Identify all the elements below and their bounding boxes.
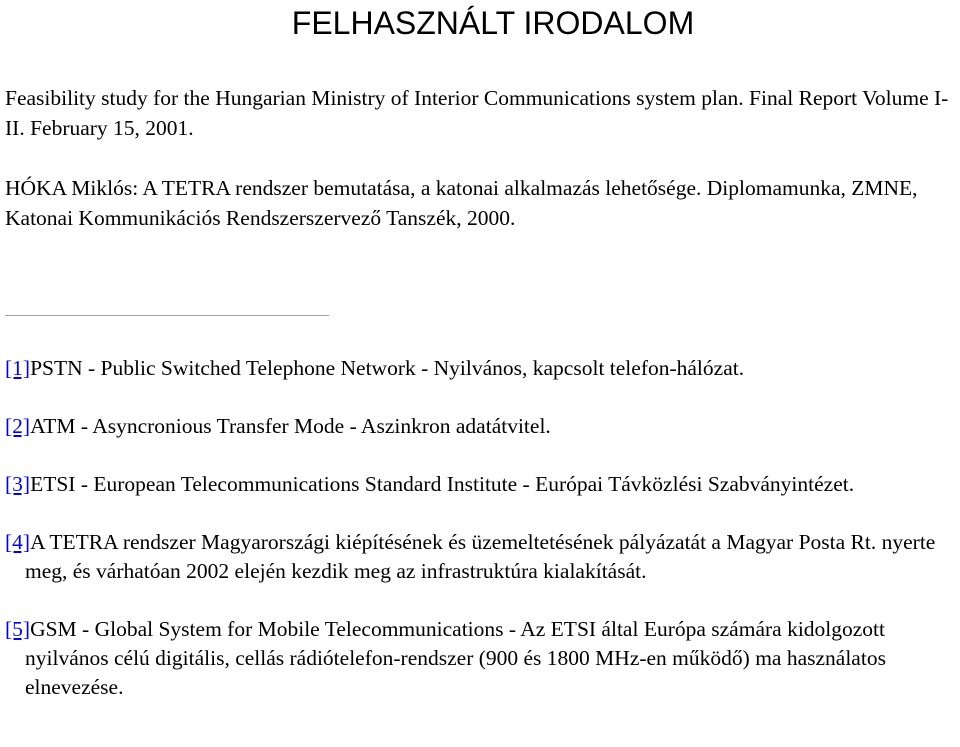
- footnote-link[interactable]: [1]: [5, 356, 31, 380]
- footnote-text: ATM - Asyncronious Transfer Mode - Aszinkron adatátvitel.: [30, 414, 551, 438]
- reference-item: Feasibility study for the Hungarian Ministry of Interior Communications system plan. Final Report Volume I-II. February 15, 2001.: [5, 86, 949, 140]
- footnote-text: A TETRA rendszer Magyarországi kiépítésének és üzemeltetésének pályázatát a Magyar Posta Rt. nyerte meg, és várhatóan 2002 elején kezdik meg az infrastruktúra kialakítását.: [25, 530, 936, 583]
- footnote-link[interactable]: [5]: [5, 617, 31, 641]
- footnote-list: [5, 354, 957, 702]
- reference-item: HÓKA Miklós: A TETRA rendszer bemutatása, a katonai alkalmazás lehetősége. Diplomamunka, ZMNE, Katonai Kommunikációs Rendszerszervező Tanszék, 2000.: [5, 176, 918, 230]
- footnote-link[interactable]: [4]: [5, 530, 31, 554]
- reference-list: [5, 83, 957, 233]
- footnote-item: [5, 354, 957, 383]
- footnote-text: GSM - Global System for Mobile Telecommunications - Az ETSI által Európa számára kidolgozott nyilvános célú digitális, cellás rádiótelefon-rendszer (900 és 1800 MHz-en működő) ma használatos elnevezése.: [25, 617, 886, 699]
- footnote-link[interactable]: [3]: [5, 472, 31, 496]
- footnote-link[interactable]: [2]: [5, 414, 31, 438]
- footnote-text: PSTN - Public Switched Telephone Network - Nyilvános, kapcsolt telefon-hálózat.: [30, 356, 745, 380]
- footnote-item: [5, 412, 957, 441]
- footnote-separator: [5, 315, 329, 316]
- footnote-item: [5, 528, 957, 586]
- footnote-text: ETSI - European Telecommunications Standard Institute - Európai Távközlési Szabványintézet.: [30, 472, 855, 496]
- page-title: FELHASZNÁLT IRODALOM: [291, 5, 695, 41]
- footnote-item: [5, 615, 957, 702]
- footnote-item: [5, 470, 957, 499]
